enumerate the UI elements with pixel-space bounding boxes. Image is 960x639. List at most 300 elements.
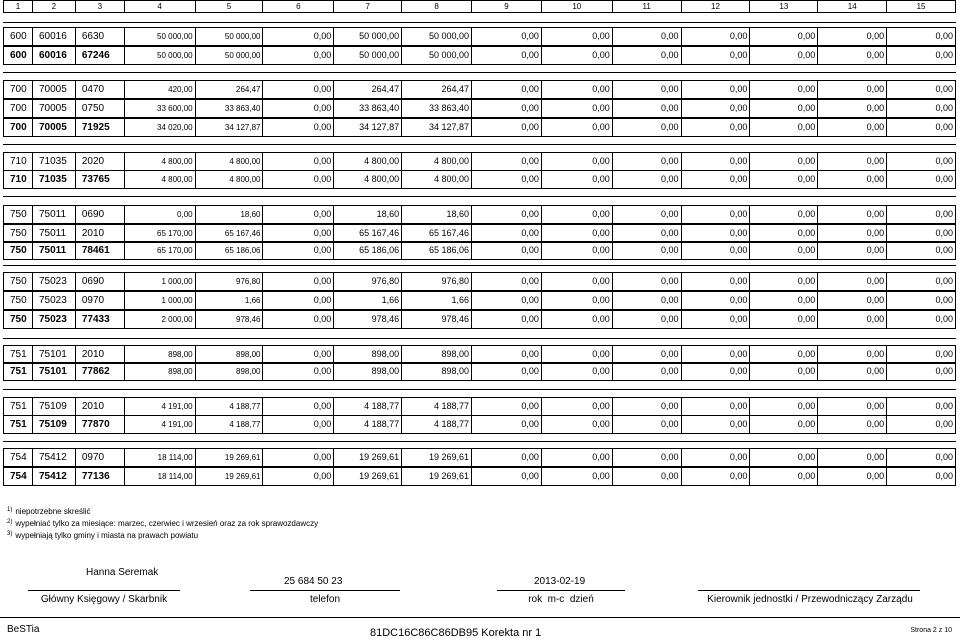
cell-col-3: 2020 [76,153,125,170]
cell-col-15: 0,00 [935,50,954,60]
cell-col-8: 4 800,00 [402,153,472,170]
cell-col-9: 0,00 [472,100,542,117]
cell-col-15: 0,00 [935,156,954,166]
cell-col-11: 0,00 [613,346,682,363]
cell-col-13: 0,00 [750,363,818,380]
cell-col-1: 751 [4,398,33,415]
cell-col-8: 976,80 [402,273,472,290]
cell-col-14: 0,00 [818,81,887,98]
cell-col-3: 2010 [76,398,125,415]
cell-col-4: 1 000,00 [125,292,196,309]
cell-col-3: 6630 [76,28,125,45]
cell-col-5: 978,46 [196,311,264,328]
column-header-4: 4 [125,1,196,12]
signature-line-phone [250,590,400,591]
column-header-14: 14 [818,1,887,12]
cell-col-8: 4 188,77 [402,416,472,433]
cell-col-11: 0,00 [613,449,682,466]
cell-col-5: 18,60 [196,206,264,223]
cell-col-14: 0,00 [818,449,887,466]
cell-col-7: 19 269,61 [334,468,402,485]
cell-col-11: 0,00 [613,225,682,242]
column-header-13: 13 [750,1,818,12]
cell-col-11: 0,00 [613,292,682,309]
cell-col-8: 50 000,00 [402,47,472,64]
cell-col-8: 264,47 [402,81,472,98]
column-header-1: 1 [4,1,33,12]
group-separator [3,196,956,197]
cell-col-9: 0,00 [472,346,542,363]
cell-col-5: 33 863,40 [196,100,264,117]
cell-col-3: 77433 [76,311,125,328]
cell-col-9: 0,00 [472,398,542,415]
cell-col-8: 65 186,06 [402,242,472,259]
cell-col-14: 0,00 [818,273,887,290]
table-row [3,27,956,46]
column-header-6: 6 [263,1,334,12]
cell-col-4: 898,00 [125,363,196,380]
cell-col-1: 710 [4,171,33,188]
cell-col-3: 71925 [76,119,125,136]
cell-col-6: 0,00 [263,273,334,290]
column-header-12: 12 [682,1,751,12]
cell-col-4: 420,00 [125,81,196,98]
cell-col-14: 0,00 [818,363,887,380]
cell-col-8: 65 167,46 [402,225,472,242]
cell-col-14: 0,00 [818,47,887,64]
cell-col-5: 264,47 [196,81,264,98]
cell-col-5: 65 186,06 [196,242,264,259]
cell-col-14: 0,00 [818,468,887,485]
cell-col-1: 750 [4,292,33,309]
cell-col-6: 0,00 [263,153,334,170]
cell-col-4: 34 020,00 [125,119,196,136]
cell-col-3: 78461 [76,242,125,259]
cell-col-9: 0,00 [472,363,542,380]
cell-col-15: 0,00 [935,276,954,286]
cell-col-8: 898,00 [402,363,472,380]
table-row-total [3,241,956,260]
cell-col-12: 0,00 [682,206,751,223]
cell-col-3: 0690 [76,273,125,290]
column-header-9: 9 [472,1,542,12]
cell-col-7: 978,46 [334,311,402,328]
cell-col-3: 67246 [76,47,125,64]
cell-col-2: 75023 [33,311,76,328]
cell-col-6: 0,00 [263,416,334,433]
table-row [3,205,956,224]
cell-col-12: 0,00 [682,119,751,136]
cell-col-5: 50 000,00 [196,28,264,45]
cell-col-7: 4 188,77 [334,398,402,415]
cell-col-8: 19 269,61 [402,468,472,485]
cell-col-2: 71035 [33,153,76,170]
cell-col-6: 0,00 [263,100,334,117]
cell-col-6: 0,00 [263,225,334,242]
cell-col-6: 0,00 [263,28,334,45]
cell-col-8: 33 863,40 [402,100,472,117]
cell-col-14: 0,00 [818,292,887,309]
cell-col-5: 898,00 [196,363,264,380]
footnote-3: $^{3)}$ wypełniają tylko gminy i miasta na prawach powiatu [7,531,199,540]
cell-col-10: 0,00 [542,311,613,328]
cell-col-11: 0,00 [613,81,682,98]
cell-col-10: 0,00 [542,363,613,380]
cell-col-4: 65 170,00 [125,225,196,242]
cell-col-10: 0,00 [542,292,613,309]
cell-col-4: 50 000,00 [125,28,196,45]
cell-col-15: 0,00 [935,295,954,305]
cell-col-15: 0,00 [935,209,954,219]
footer-divider [0,617,960,618]
cell-col-3: 0470 [76,81,125,98]
cell-col-10: 0,00 [542,81,613,98]
cell-col-3: 77870 [76,416,125,433]
footnote-2: $^{2)}$ wypełniać tylko za miesiące: marzec, czerwiec i wrzesień oraz za rok sprawozdawczy [7,519,319,528]
column-header-11: 11 [613,1,682,12]
cell-col-13: 0,00 [750,47,818,64]
cell-col-6: 0,00 [263,449,334,466]
table-row [3,272,956,291]
cell-col-13: 0,00 [750,398,818,415]
cell-col-4: 18 114,00 [125,449,196,466]
cell-col-10: 0,00 [542,47,613,64]
cell-col-2: 75101 [33,346,76,363]
accountant-name: Hanna Seremak [86,567,159,578]
cell-col-14: 0,00 [818,153,887,170]
table-row-total [3,310,956,329]
cell-col-11: 0,00 [613,273,682,290]
cell-col-4: 4 191,00 [125,398,196,415]
cell-col-2: 75412 [33,468,76,485]
cell-col-11: 0,00 [613,119,682,136]
cell-col-11: 0,00 [613,398,682,415]
cell-col-15: 0,00 [935,103,954,113]
cell-col-15: 0,00 [935,419,954,429]
cell-col-8: 34 127,87 [402,119,472,136]
cell-col-1: 750 [4,206,33,223]
table-row [3,99,956,118]
cell-col-1: 750 [4,242,33,259]
cell-col-15: 0,00 [935,349,954,359]
cell-col-12: 0,00 [682,28,751,45]
cell-col-11: 0,00 [613,206,682,223]
cell-col-12: 0,00 [682,81,751,98]
cell-col-13: 0,00 [750,171,818,188]
cell-col-4: 33 600,00 [125,100,196,117]
cell-col-14: 0,00 [818,416,887,433]
cell-col-7: 898,00 [334,346,402,363]
cell-col-11: 0,00 [613,100,682,117]
cell-col-15: 0,00 [935,401,954,411]
table-row [3,448,956,467]
cell-col-4: 4 800,00 [125,171,196,188]
cell-col-9: 0,00 [472,225,542,242]
cell-col-1: 700 [4,81,33,98]
cell-col-12: 0,00 [682,171,751,188]
cell-col-7: 33 863,40 [334,100,402,117]
cell-col-13: 0,00 [750,311,818,328]
cell-col-9: 0,00 [472,81,542,98]
cell-col-10: 0,00 [542,449,613,466]
table-row-total [3,170,956,189]
cell-col-7: 1,66 [334,292,402,309]
cell-col-6: 0,00 [263,346,334,363]
column-header-row [3,0,956,13]
cell-col-1: 700 [4,119,33,136]
cell-col-8: 898,00 [402,346,472,363]
cell-col-8: 4 800,00 [402,171,472,188]
cell-col-14: 0,00 [818,119,887,136]
cell-col-2: 75011 [33,242,76,259]
cell-col-14: 0,00 [818,100,887,117]
cell-col-9: 0,00 [472,153,542,170]
cell-col-12: 0,00 [682,311,751,328]
cell-col-10: 0,00 [542,153,613,170]
cell-col-7: 65 167,46 [334,225,402,242]
cell-col-15: 0,00 [935,228,954,238]
cell-col-10: 0,00 [542,225,613,242]
app-name: BeSTia [7,624,40,635]
cell-col-7: 264,47 [334,81,402,98]
cell-col-14: 0,00 [818,206,887,223]
cell-col-13: 0,00 [750,119,818,136]
cell-col-9: 0,00 [472,311,542,328]
cell-col-2: 70005 [33,119,76,136]
cell-col-3: 77136 [76,468,125,485]
cell-col-14: 0,00 [818,28,887,45]
cell-col-2: 75109 [33,398,76,415]
cell-col-1: 750 [4,225,33,242]
cell-col-14: 0,00 [818,398,887,415]
cell-col-13: 0,00 [750,346,818,363]
cell-col-6: 0,00 [263,171,334,188]
column-header-2: 2 [33,1,76,12]
cell-col-4: 1 000,00 [125,273,196,290]
cell-col-11: 0,00 [613,171,682,188]
cell-col-2: 75101 [33,363,76,380]
cell-col-5: 34 127,87 [196,119,264,136]
column-header-7: 7 [334,1,402,12]
cell-col-8: 1,66 [402,292,472,309]
cell-col-4: 2 000,00 [125,311,196,328]
cell-col-1: 700 [4,100,33,117]
cell-col-7: 65 186,06 [334,242,402,259]
column-header-15: 15 [916,2,926,11]
phone-value: 25 684 50 23 [284,576,343,587]
cell-col-2: 60016 [33,47,76,64]
cell-col-13: 0,00 [750,468,818,485]
footnotes [7,505,318,541]
cell-col-10: 0,00 [542,28,613,45]
table-row-total [3,415,956,434]
table-row [3,397,956,416]
label-phone: telefon [309,594,341,605]
cell-col-9: 0,00 [472,273,542,290]
cell-col-2: 70005 [33,100,76,117]
cell-col-2: 75412 [33,449,76,466]
cell-col-6: 0,00 [263,81,334,98]
cell-col-7: 4 188,77 [334,416,402,433]
table-row-total [3,46,956,65]
cell-col-5: 1,66 [196,292,264,309]
cell-col-13: 0,00 [750,225,818,242]
label-head: Kierownik jednostki / Przewodniczący Zarządu [707,594,913,605]
cell-col-11: 0,00 [613,311,682,328]
cell-col-12: 0,00 [682,449,751,466]
cell-col-6: 0,00 [263,311,334,328]
cell-col-10: 0,00 [542,100,613,117]
label-accountant: Główny Księgowy / Skarbnik [40,594,168,605]
cell-col-2: 75023 [33,273,76,290]
cell-col-3: 73765 [76,171,125,188]
cell-col-9: 0,00 [472,206,542,223]
cell-col-7: 898,00 [334,363,402,380]
group-separator [3,22,956,23]
cell-col-1: 600 [4,28,33,45]
cell-col-15: 0,00 [935,174,954,184]
cell-col-13: 0,00 [750,292,818,309]
cell-col-10: 0,00 [542,346,613,363]
group-separator [3,72,956,73]
cell-col-15: 0,00 [935,452,954,462]
cell-col-5: 4 800,00 [196,171,264,188]
cell-col-15: 0,00 [935,31,954,41]
group-separator [3,389,956,390]
cell-col-13: 0,00 [750,100,818,117]
cell-col-9: 0,00 [472,242,542,259]
cell-col-15: 0,00 [935,245,954,255]
cell-col-3: 0970 [76,449,125,466]
table-row [3,80,956,99]
cell-col-11: 0,00 [613,416,682,433]
cell-col-1: 710 [4,153,33,170]
cell-col-9: 0,00 [472,416,542,433]
date-value: 2013-02-19 [534,576,586,587]
cell-col-12: 0,00 [682,416,751,433]
cell-col-14: 0,00 [818,346,887,363]
cell-col-8: 50 000,00 [402,28,472,45]
cell-col-5: 4 188,77 [196,398,264,415]
cell-col-12: 0,00 [682,100,751,117]
cell-col-5: 898,00 [196,346,264,363]
cell-col-6: 0,00 [263,292,334,309]
cell-col-10: 0,00 [542,273,613,290]
cell-col-4: 0,00 [125,206,196,223]
group-separator [3,144,956,145]
cell-col-4: 898,00 [125,346,196,363]
cell-col-12: 0,00 [682,468,751,485]
cell-col-11: 0,00 [613,363,682,380]
cell-col-12: 0,00 [682,47,751,64]
label-date: rok m-c dzień [528,594,594,605]
cell-col-2: 60016 [33,28,76,45]
cell-col-10: 0,00 [542,206,613,223]
signature-line-accountant [28,590,180,591]
cell-col-1: 751 [4,346,33,363]
cell-col-6: 0,00 [263,398,334,415]
table-row [3,291,956,310]
cell-col-14: 0,00 [818,171,887,188]
cell-col-2: 75011 [33,225,76,242]
cell-col-15: 0,00 [935,314,954,324]
cell-col-12: 0,00 [682,225,751,242]
cell-col-5: 4 188,77 [196,416,264,433]
cell-col-5: 19 269,61 [196,468,264,485]
cell-col-2: 75023 [33,292,76,309]
cell-col-3: 0690 [76,206,125,223]
cell-col-6: 0,00 [263,363,334,380]
group-separator [3,265,956,266]
page-number: Strona 2 z 10 [910,627,952,634]
cell-col-8: 978,46 [402,311,472,328]
cell-col-11: 0,00 [613,47,682,64]
cell-col-9: 0,00 [472,449,542,466]
cell-col-4: 65 170,00 [125,242,196,259]
cell-col-5: 65 167,46 [196,225,264,242]
cell-col-7: 18,60 [334,206,402,223]
cell-col-5: 19 269,61 [196,449,264,466]
cell-col-7: 19 269,61 [334,449,402,466]
cell-col-13: 0,00 [750,416,818,433]
cell-col-15: 0,00 [935,471,954,481]
cell-col-14: 0,00 [818,311,887,328]
cell-col-7: 50 000,00 [334,47,402,64]
cell-col-8: 4 188,77 [402,398,472,415]
cell-col-12: 0,00 [682,153,751,170]
cell-col-10: 0,00 [542,171,613,188]
cell-col-5: 50 000,00 [196,47,264,64]
cell-col-13: 0,00 [750,206,818,223]
cell-col-2: 70005 [33,81,76,98]
cell-col-1: 600 [4,47,33,64]
cell-col-3: 0750 [76,100,125,117]
cell-col-6: 0,00 [263,468,334,485]
cell-col-7: 976,80 [334,273,402,290]
cell-col-4: 50 000,00 [125,47,196,64]
cell-col-12: 0,00 [682,242,751,259]
cell-col-9: 0,00 [472,468,542,485]
cell-col-1: 754 [4,449,33,466]
column-header-5: 5 [196,1,264,12]
column-header-10: 10 [542,1,613,12]
cell-col-3: 2010 [76,346,125,363]
group-separator [3,441,956,442]
signature-line-head [698,590,920,591]
cell-col-12: 0,00 [682,398,751,415]
cell-col-9: 0,00 [472,119,542,136]
cell-col-5: 4 800,00 [196,153,264,170]
cell-col-15: 0,00 [935,366,954,376]
cell-col-15: 0,00 [935,122,954,132]
group-separator [3,338,956,339]
cell-col-10: 0,00 [542,398,613,415]
cell-col-6: 0,00 [263,119,334,136]
cell-col-4: 4 800,00 [125,153,196,170]
signature-line-date [497,590,625,591]
cell-col-1: 754 [4,468,33,485]
cell-col-1: 751 [4,416,33,433]
cell-col-1: 751 [4,363,33,380]
cell-col-15: 0,00 [935,84,954,94]
cell-col-6: 0,00 [263,206,334,223]
cell-col-11: 0,00 [613,468,682,485]
cell-col-13: 0,00 [750,153,818,170]
cell-col-5: 976,80 [196,273,264,290]
cell-col-4: 4 191,00 [125,416,196,433]
cell-col-2: 75109 [33,416,76,433]
cell-col-10: 0,00 [542,468,613,485]
